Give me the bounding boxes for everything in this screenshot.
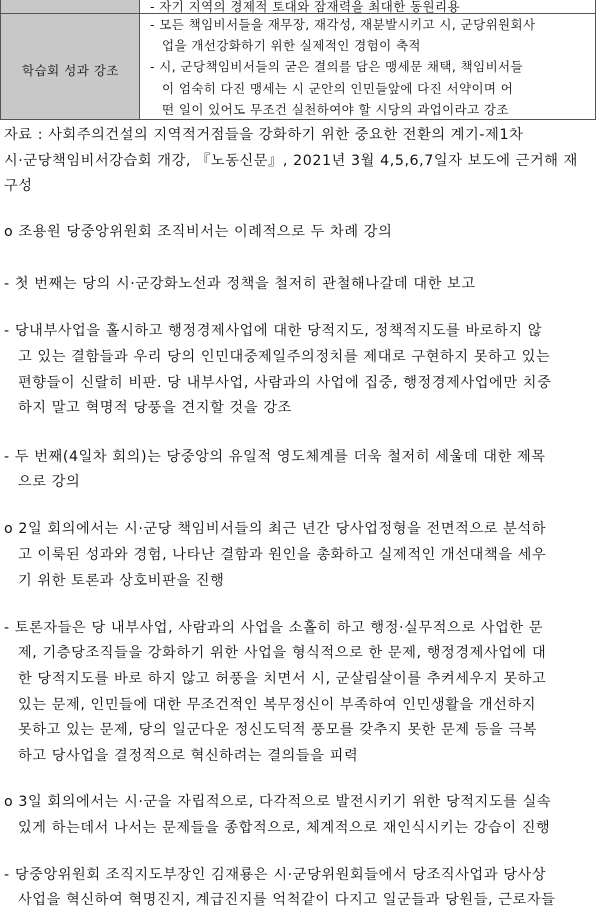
dash-item-line: - 두 번째(4일차 회의)는 당중앙의 유일적 영도체계를 더욱 철저히 세울데 대한 제목 [4, 449, 546, 465]
dash-item-line: 하지 말고 혁명적 당풍을 견지할 것을 강조 [18, 400, 292, 416]
source-note-line: 시·군당책임비서강습회 개강, 『노동신문』, 2021년 3월 4,5,6,7일자 보도에 근거해 재 [4, 153, 578, 169]
source-note-line: 구성 [4, 178, 33, 194]
source-note-line: 자료 : 사회주의건설의 지역적거점들을 강화하기 위한 중요한 전환의 계기-제1차 [4, 127, 524, 143]
table-row-text: - 자기 지역의 경제적 토대와 잠재력을 최대한 동원리용 [150, 0, 460, 14]
bullet-line: 고 이룩된 성과와 경험, 나타난 결함과 원인을 총화하고 실제적인 개선대책을 세우 [18, 547, 547, 563]
dash-item-line: 한 당적지도를 바로 하지 않고 허풍을 치면서 시, 군살림살이를 추켜세우지 못하고 [18, 671, 547, 687]
dash-item-line: 사업을 혁신하여 혁명진지, 계급진지를 억척같이 다지고 일군들과 당원들, 근로자들 [18, 892, 556, 908]
bullet-line: 있게 하는데서 나서는 문제들을 종합적으로, 체계적으로 재인식시키는 강습이 진행 [18, 820, 551, 836]
table-cell-line: 이 엄숙히 다진 맹세는 시 군안의 인민들앞에 다진 서약이며 어 [162, 81, 514, 96]
dash-item-line: 못하고 있는 문제, 당의 일군다운 정신도덕적 풍모를 갖추지 못한 문제 등을 극복 [18, 722, 538, 738]
table-cell-line: - 시, 군당책임비서들의 굳은 결의를 담은 맹세문 채택, 책임비서들 [150, 59, 523, 74]
dash-item-line: 편향들이 신랄히 비판. 당 내부사업, 사람과의 사업에 집중, 행정경제사업에만 치중 [18, 375, 552, 391]
dash-item-line: 제, 기층당조직들을 강화하기 위한 사업을 형식적으로 한 문제, 행정경제사업에 대 [18, 645, 547, 661]
dash-item-line: 고 있는 결함들과 우리 당의 인민대중제일주의정치를 제대로 구현하지 못하고 있는 [18, 349, 551, 365]
bullet-heading: o 3일 회의에서는 시·군을 자립적으로, 다각적으로 발전시키기 위한 당적지도를 실속 [4, 794, 552, 810]
table-cell-line: 업을 개선강화하기 위한 실제적인 경험이 축적 [162, 38, 421, 53]
table-cell-line: 떤 일이 있어도 무조건 실천하여야 할 시당의 과업이라고 강조 [162, 102, 509, 117]
bullet-line: 기 위한 토론과 상호비판을 진행 [18, 573, 225, 589]
table-cell-line: - 모든 책임비서들을 재무장, 재각성, 재분발시키고 시, 군당위원회사 [150, 17, 536, 32]
summary-table [0, 0, 596, 120]
dash-item-line: - 첫 번째는 당의 시·군강화노선과 정책을 철저히 관철해나갈데 대한 보고 [4, 276, 476, 292]
dash-item-line: - 당내부사업을 홀시하고 행정경제사업에 대한 당적지도, 정책적지도를 바로하지 않 [4, 323, 543, 339]
dash-item-line: - 토론자들은 당 내부사업, 사람과의 사업을 소홀히 하고 행정·실무적으로 사업한 문 [4, 620, 544, 636]
table-label: 학습회 성과 강조 [22, 63, 119, 78]
bullet-heading: o 조용원 당중앙위원회 조직비서는 이례적으로 두 차례 강의 [4, 224, 393, 240]
dash-item-line: 으로 강의 [18, 474, 81, 490]
dash-item-line: 있는 문제, 인민들에 대한 무조건적인 복무정신이 부족하여 인민생활을 개선하지 [18, 697, 537, 713]
dash-item-line: - 당중앙위원회 조직지도부장인 김재룡은 시·군당위원회들에서 당조직사업과 당사상 [4, 867, 547, 883]
dash-item-line: 하고 당사업을 결정적으로 혁신하려는 결의들을 피력 [18, 748, 359, 764]
table-label-cell [1, 0, 140, 119]
bullet-heading: o 2일 회의에서는 시·군당 책임비서들의 최근 년간 당사업정형을 전면적으로 분석하 [4, 521, 547, 537]
